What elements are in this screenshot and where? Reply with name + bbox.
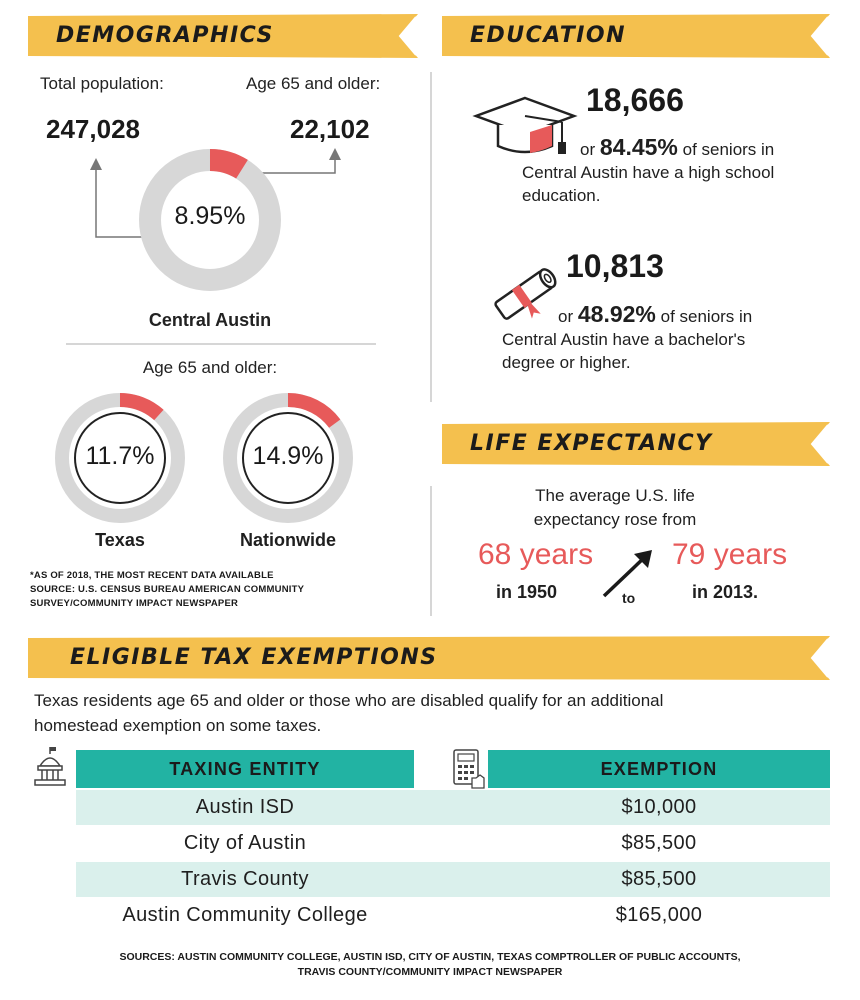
column-header-exemption: EXEMPTION xyxy=(488,750,830,788)
footnote-line: SURVEY/COMMUNITY IMPACT NEWSPAPER xyxy=(30,598,239,609)
tax-sources xyxy=(20,950,840,980)
demographics-title: DEMOGRAPHICS xyxy=(56,23,274,48)
demographics-divider xyxy=(66,343,376,345)
nationwide-percent: 14.9% xyxy=(252,442,324,470)
texas-label: Texas xyxy=(95,530,145,550)
table-cell-exemption: $165,000 xyxy=(615,904,703,926)
column-divider-lower xyxy=(430,486,432,616)
tax-desc-line: Texas residents age 65 and older or those who are disabled qualify for an additional xyxy=(34,691,664,710)
column-divider xyxy=(430,72,432,402)
table-cell-exemption: $85,500 xyxy=(621,868,697,890)
donut-highlight-segment xyxy=(210,160,242,169)
footnote-line: SOURCE: U.S. CENSUS BUREAU AMERICAN COMMUNITY xyxy=(30,584,305,595)
nationwide-label: Nationwide xyxy=(239,530,336,550)
ba-line-2: Central Austin have a bachelor's xyxy=(502,330,746,349)
ba-line-3: degree or higher. xyxy=(502,353,631,372)
life-to-word: to xyxy=(622,590,636,606)
central-austin-percent: 8.95% xyxy=(174,202,246,230)
footnote-line: *AS OF 2018, THE MOST RECENT DATA AVAILABLE xyxy=(30,570,274,581)
table-cell-exemption: $85,500 xyxy=(621,832,697,854)
column-header-taxing-entity: TAXING ENTITY xyxy=(76,750,414,788)
tax-description xyxy=(34,688,834,738)
life-to-year: in 2013. xyxy=(692,582,759,602)
hs-or: or xyxy=(580,140,596,159)
life-expectancy-title: LIFE EXPECTANCY xyxy=(470,431,713,456)
ba-count: 10,813 xyxy=(566,248,664,284)
central-austin-donut xyxy=(138,148,282,292)
demographics-footnote xyxy=(30,569,420,611)
hs-line-1 xyxy=(522,136,832,161)
life-from-year: in 1950 xyxy=(496,582,558,602)
education-banner xyxy=(442,14,830,58)
hs-count: 18,666 xyxy=(586,82,684,118)
ba-description xyxy=(502,303,822,374)
hs-percent: 84.45% xyxy=(599,134,678,160)
ba-line1-rest: of seniors in xyxy=(660,307,753,326)
hs-line-3: education. xyxy=(522,186,601,205)
table-cell-entity: Travis County xyxy=(181,868,309,890)
age65-value: 22,102 xyxy=(290,114,370,144)
life-intro xyxy=(470,484,760,532)
table-cell-entity: City of Austin xyxy=(183,832,307,854)
table-cell-exemption: $10,000 xyxy=(621,796,697,818)
hs-line1-rest: of seniors in xyxy=(682,140,775,159)
life-intro-line: The average U.S. life xyxy=(535,486,695,505)
arrowhead-total xyxy=(90,158,102,170)
tax-desc-line: homestead exemption on some taxes. xyxy=(34,716,322,735)
life-intro-line: expectancy rose from xyxy=(533,510,697,529)
table-cell-entity: Austin Community College xyxy=(122,904,368,926)
life-from-value: 68 years xyxy=(478,538,594,571)
hs-line-2: Central Austin have a high school xyxy=(522,163,775,182)
ba-line-1 xyxy=(502,303,822,328)
connector-total xyxy=(96,165,142,237)
table-cell-entity: Austin ISD xyxy=(195,796,295,818)
ba-percent: 48.92% xyxy=(577,301,656,327)
hs-description xyxy=(522,136,832,207)
life-to-value: 79 years xyxy=(672,538,788,571)
total-population-value: 247,028 xyxy=(46,114,140,144)
texas-percent: 11.7% xyxy=(85,442,155,470)
ba-or: or xyxy=(558,307,574,326)
sources-line: TRAVIS COUNTY/COMMUNITY IMPACT NEWSPAPER xyxy=(297,966,563,978)
education-title: EDUCATION xyxy=(470,23,627,48)
tax-banner xyxy=(28,636,830,680)
arrowhead-age65 xyxy=(329,148,341,160)
central-austin-label: Central Austin xyxy=(148,310,272,330)
nationwide-donut xyxy=(220,390,356,526)
calculator-icon xyxy=(450,748,486,790)
tax-title: ELIGIBLE TAX EXEMPTIONS xyxy=(70,645,438,670)
compare-age65-label: Age 65 and older: xyxy=(142,358,278,377)
total-population-label: Total population: xyxy=(40,74,164,93)
life-expectancy-banner xyxy=(442,422,830,466)
capitol-building-icon xyxy=(32,746,68,788)
age65-label: Age 65 and older: xyxy=(246,74,381,93)
sources-line: SOURCES: AUSTIN COMMUNITY COLLEGE, AUSTIN ISD, CITY OF AUSTIN, TEXAS COMPTROLLER OF PUBLIC ACCOUNTS, xyxy=(119,951,741,963)
texas-donut xyxy=(52,390,188,526)
